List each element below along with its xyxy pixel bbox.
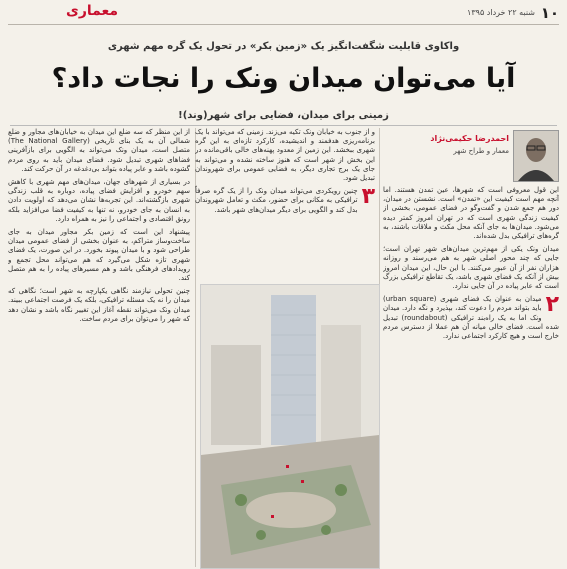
article-column-middle bbox=[195, 128, 375, 278]
author-box bbox=[383, 130, 559, 182]
article-paragraph: چنین تحولی نیازمند نگاهی یکپارچه به شهر است؛ نگاهی که میدان را نه یک مسئله ترافیکی، بلکه یک فرصت اجتماعی ببیند. میدان ونک می‌تواند نقطه آغاز این تغییر نگاه باشد و نشان دهد که شهر را می‌توان برای مردم ساخت. bbox=[8, 287, 190, 323]
article-paragraph: ۳ چنین رویکردی می‌تواند میدان ونک را از یک گره صرفاً ترافیکی به مکانی برای حضور، مکث و تعامل شهروندان بدل کند و الگویی برای دیگر میدان‌های شهر باشد. bbox=[195, 184, 375, 214]
article-paragraph: و از جنوب به خیابان ونک تکیه می‌زند. زمینی که می‌تواند با یک برنامه‌ریزی هدفمند و اندیشیده، کارکرد تازه‌ای به این گره شهری ببخشد. این زمین از معدود پهنه‌های خالی باقی‌مانده در این بخش از شهر است که هنوز ساخته نشده و می‌تواند به جای یک برج تجاری دیگر، به فضایی عمومی برای شهروندان تبدیل شود. bbox=[195, 128, 375, 183]
article-subhead: زمینی برای میدان، فضایی برای شهر(وند)! bbox=[178, 110, 389, 121]
article-paragraph: این قول معروفی است که شهرها، عین تمدن هستند. اما آنچه مهم است کیفیت این «تمدن» است. نشستن در میدان، دور هم جمع شدن و گفت‌وگو در فضای عمومی، بخشی از کیفیت زندگی شهری است که در تهران امروز کمتر دیده می‌شود. میدان‌ها به جای آنکه محل مکث و ملاقات باشند، به گره‌های ترافیکی بدل شده‌اند. bbox=[383, 186, 559, 241]
section-number: ۲ bbox=[545, 292, 559, 318]
square-rendering-image bbox=[201, 285, 379, 568]
article-paragraph: ۲ میدان به عنوان یک فضای شهری (urban square) باید بتواند مردم را دعوت کند، بپذیرد و نگه دارد. میدان ونک اما به یک راه‌بند ترافیکی (roundabout) تبدیل شده است. فضای خالی میانه آن هم عملا از دسترس مردم خارج است و هیچ کارکرد اجتماعی ندارد. bbox=[383, 292, 559, 341]
article-column-left bbox=[8, 128, 190, 567]
article-paragraph: میدان ونک یکی از مهم‌ترین میدان‌های شهر تهران است؛ جایی که چند محور اصلی شهر به هم می‌رسند و روزانه هزاران نفر از آن عبور می‌کنند. با این حال، این میدان امروز بیش از آنکه یک فضای شهری باشد، یک تقاطع ترافیکی بزرگ است که عابر پیاده در آن جایی ندارد. bbox=[383, 245, 559, 291]
article-column-right bbox=[383, 186, 559, 567]
article-paragraph: از این منظر که سه ضلع این میدان به خیابان‌های مجاور و ضلع شمالی آن به یک بنای تاریخی (The National Gallery) متصل است، میدان ونک می‌تواند به الگویی برای بازآفرینی فضاهای شهری تبدیل شود. فضای میدان باید به روی مردم گشوده باشد و عابر پیاده بتواند بی‌دغدغه در آن حرکت کند. bbox=[8, 128, 190, 173]
article-paragraph: پیشنهاد این است که زمین بکر مجاور میدان به جای ساخت‌وساز متراکم، به عنوان بخشی از فضای عمومی میدان طراحی شود و با میدان پیوند بخورد. در این صورت، یک فضای شهری تازه شکل می‌گیرد که هم می‌تواند محل تجمع و رویدادهای فرهنگی باشد و هم مسیرهای پیاده را به هم متصل کند. bbox=[8, 228, 190, 283]
section-number: ۳ bbox=[361, 184, 375, 210]
author-role: معمار و طراح شهر bbox=[453, 147, 509, 155]
article-headline: آیا می‌توان میدان ونک را نجات داد؟ bbox=[51, 63, 516, 94]
author-photo bbox=[513, 130, 559, 182]
header-divider bbox=[10, 125, 557, 126]
article-paragraph: در بسیاری از شهرهای جهان، میدان‌های مهم شهری با کاهش سهم خودرو و افزایش فضای پیاده، دوباره به قلب زندگی شهری بازگشته‌اند. این تجربه‌ها نشان می‌دهد که اولویت دادن به انسان به جای خودرو، نه تنها به کیفیت فضا می‌افزاید بلکه رونق اقتصادی و اجتماعی را نیز به همراه دارد. bbox=[8, 178, 190, 223]
issue-date: شنبه ۲۲ خرداد ۱۳۹۵ bbox=[467, 8, 535, 17]
author-name: احمدرضا حکیمی‌نژاد bbox=[430, 134, 509, 143]
author-portrait-icon bbox=[514, 131, 558, 181]
page-header bbox=[8, 4, 559, 25]
section-name: معماری bbox=[66, 3, 119, 19]
article-kicker: واکاوی قابلیت شگفت‌انگیز یک «زمین بکر» در تحول یک گره مهم شهری bbox=[107, 41, 460, 52]
page-number: ۱۰ bbox=[540, 4, 559, 22]
article-illustration bbox=[200, 284, 380, 569]
